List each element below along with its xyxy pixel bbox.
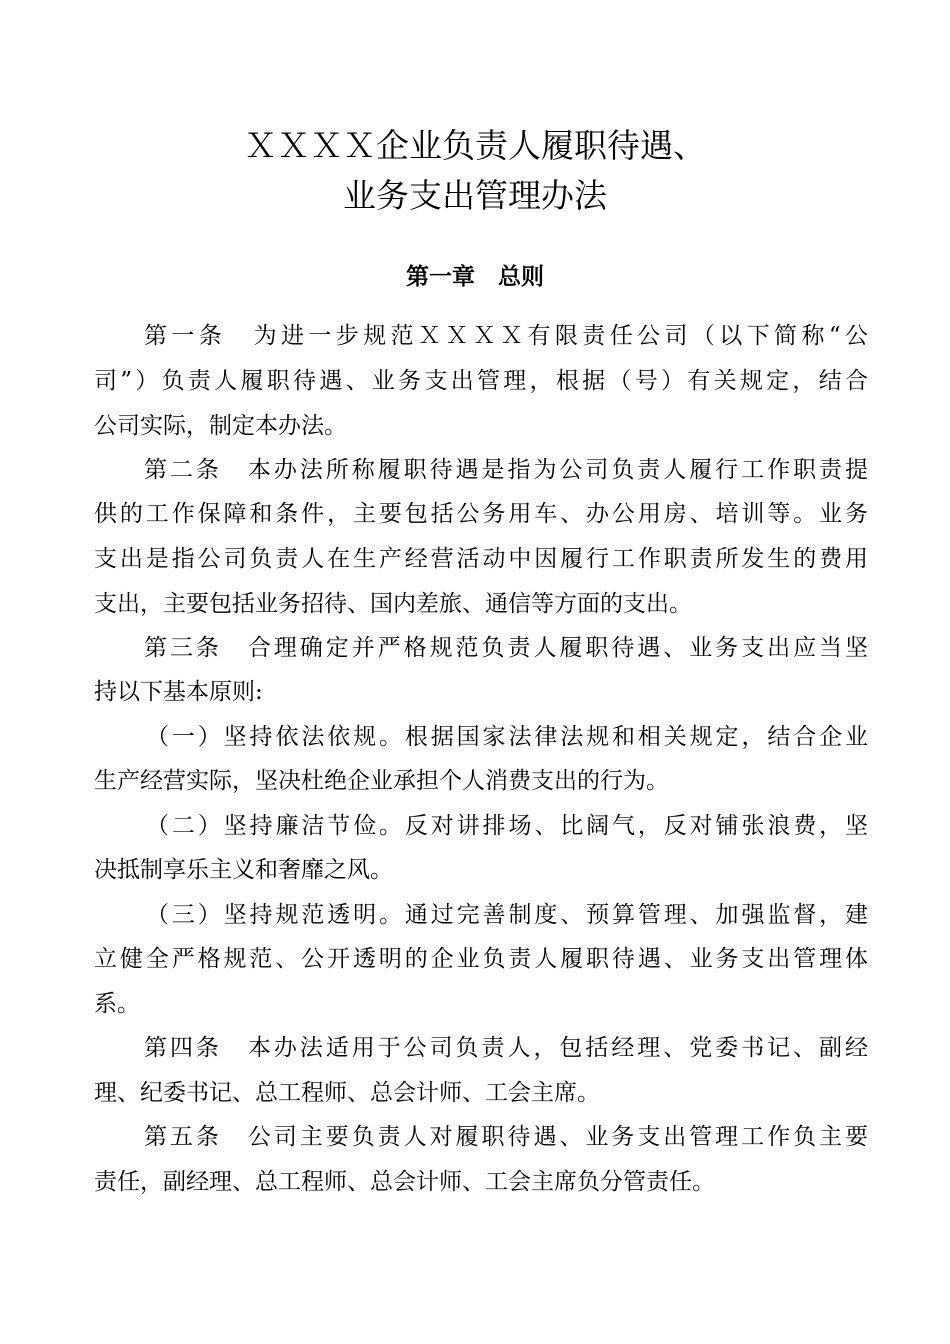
article-1-line-2: 司”）负责人履职待遇、业务支出管理，根据（号）有关规定，结合 bbox=[94, 368, 868, 394]
article-2-line-1: 第二条 本办法所称履职待遇是指为公司负责人履行工作职责提 bbox=[144, 457, 868, 483]
article-4-line-1: 第四条 本办法适用于公司负责人，包括经理、党委书记、副经 bbox=[144, 1035, 868, 1061]
chapter-heading: 第一章 总则 bbox=[406, 264, 544, 290]
principle-1-line-2: 生产经营实际，坚决杜绝企业承担个人消费支出的行为。 bbox=[94, 768, 669, 794]
article-2-line-4: 支出，主要包括业务招待、国内差旅、通信等方面的支出。 bbox=[94, 591, 692, 617]
principle-1-line-1: （一）坚持依法依规。根据国家法律法规和相关规定，结合企业 bbox=[146, 724, 868, 750]
article-2-line-2: 供的工作保障和条件，主要包括公务用车、办公用房、培训等。业务 bbox=[94, 501, 868, 527]
document-title-line-1: ＸＸＸＸ企业负责人履职待遇、 bbox=[244, 126, 706, 165]
article-1-line-1: 第一条 为进一步规范ＸＸＸＸ有限责任公司（以下简称“公 bbox=[144, 323, 868, 349]
principle-3-line-3: 系。 bbox=[94, 991, 140, 1017]
principle-3-line-2: 立健全严格规范、公开透明的企业负责人履职待遇、业务支出管理体 bbox=[94, 946, 868, 972]
document-title-line-2: 业务支出管理办法 bbox=[343, 176, 607, 215]
article-5-line-2: 责任，副经理、总工程师、总会计师、工会主席负分管责任。 bbox=[94, 1169, 715, 1195]
article-5-line-1: 第五条 公司主要负责人对履职待遇、业务支出管理工作负主要 bbox=[144, 1124, 868, 1150]
article-3-line-1: 第三条 合理确定并严格规范负责人履职待遇、业务支出应当坚 bbox=[144, 635, 868, 661]
principle-3-line-1: （三）坚持规范透明。通过完善制度、预算管理、加强监督，建 bbox=[146, 902, 868, 928]
article-3-line-2: 持以下基本原则: bbox=[94, 679, 263, 705]
principle-2-line-1: （二）坚持廉洁节俭。反对讲排场、比阔气，反对铺张浪费，坚 bbox=[146, 813, 868, 839]
principle-2-line-2: 决抵制享乐主义和奢靡之风。 bbox=[94, 857, 393, 883]
article-1-line-3: 公司实际，制定本办法。 bbox=[94, 413, 347, 439]
article-4-line-2: 理、纪委书记、总工程师、总会计师、工会主席。 bbox=[94, 1080, 600, 1106]
article-2-line-3: 支出是指公司负责人在生产经营活动中因履行工作职责所发生的费用 bbox=[94, 546, 868, 572]
